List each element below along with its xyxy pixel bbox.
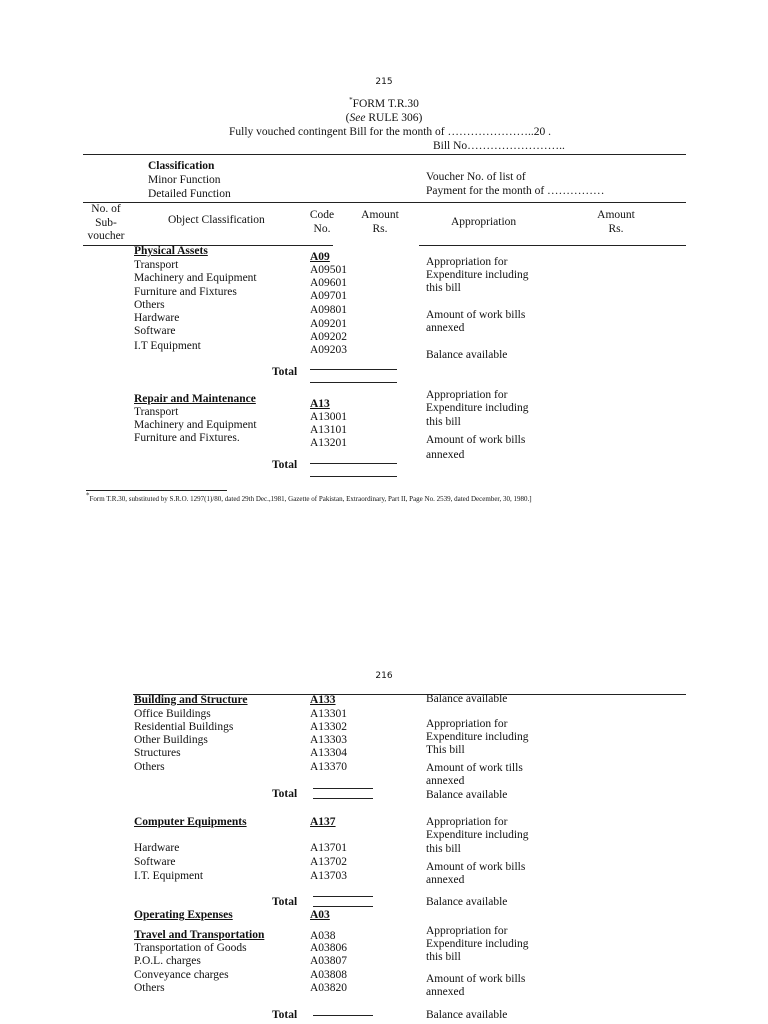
code-item: A038	[310, 930, 336, 942]
appropriation-line: this bill	[426, 843, 461, 855]
list-item: P.O.L. charges	[134, 955, 201, 967]
list-item: Furniture and Fixtures.	[134, 432, 240, 444]
work-bills-line: annexed	[426, 986, 465, 998]
code-item: A09701	[310, 290, 348, 302]
section-heading-operating-expenses: Operating Expenses	[134, 909, 233, 921]
header-amount-rs	[352, 209, 408, 236]
code-item: A09201	[310, 318, 348, 330]
footnote-marker: *	[349, 96, 353, 105]
code-item: A13101	[310, 424, 348, 436]
divider-header	[83, 202, 686, 203]
form-title	[234, 98, 534, 112]
header-sub-voucher-line: No. of	[91, 203, 121, 215]
total-rule	[313, 906, 373, 907]
appropriation-line: this bill	[426, 282, 461, 294]
appropriation-line: Expenditure including	[426, 269, 529, 281]
code-item: A03806	[310, 942, 348, 954]
code-item: A13702	[310, 856, 348, 868]
list-item: Transportation of Goods	[134, 942, 247, 954]
list-item: Hardware	[134, 842, 180, 854]
total-label: Total	[272, 1009, 298, 1021]
balance-available: Balance available	[426, 896, 508, 908]
section-heading-computer-equipments: Computer Equipments	[134, 816, 247, 828]
appropriation-line: Appropriation for	[426, 718, 508, 730]
code-item: A03807	[310, 955, 348, 967]
header-code-no	[302, 209, 342, 236]
list-item: Others	[134, 982, 165, 994]
total-rule	[313, 788, 373, 789]
appropriation-line: Expenditure including	[426, 829, 529, 841]
header-amount-rs-right	[588, 209, 644, 236]
appropriation-line: this bill	[426, 951, 461, 963]
appropriation-line: Expenditure including	[426, 402, 529, 414]
code-item: A03808	[310, 969, 348, 981]
code-item: A09801	[310, 304, 348, 316]
section-code-a09: A09	[310, 251, 330, 263]
rule-reference: (See RULE 306)	[345, 112, 423, 124]
appropriation-line: This bill	[426, 744, 465, 756]
list-item: Others	[134, 761, 165, 773]
list-item: Transport	[134, 259, 179, 271]
appropriation-line: Expenditure including	[426, 731, 529, 743]
header-object-classification: Object Classification	[168, 214, 265, 226]
work-bills-line: annexed	[426, 449, 465, 461]
header-code-line: Code	[309, 209, 335, 221]
footnote	[86, 493, 532, 507]
footnote-mark: *	[86, 491, 90, 500]
section-heading-physical-assets: Physical Assets	[134, 245, 208, 257]
header-code-line: No.	[313, 222, 331, 235]
header-amount-line: Rs.	[372, 222, 388, 235]
footnote-text: Form T.R.30, substituted by S.R.O. 1297(1)/80, dated 29th Dec.,1981, Gazette of Pakistan, Extraordinary, Part II, Page No. 2539, dated December, 30, 1980.]	[89, 495, 532, 503]
appropriation-line: Appropriation for	[426, 389, 508, 401]
list-item: Software	[134, 856, 176, 868]
classification-label: Classification	[148, 160, 215, 172]
work-bills-line: annexed	[426, 775, 465, 787]
work-bills-line: Amount of work bills	[426, 973, 526, 985]
code-item: A13302	[310, 721, 348, 733]
footnote-separator	[86, 490, 227, 491]
code-item: A09202	[310, 331, 348, 343]
section-heading-building-structure: Building and Structure	[134, 694, 248, 706]
code-item: A13201	[310, 437, 348, 449]
work-bills-line: Amount of work bills	[426, 309, 526, 321]
list-item: Software	[134, 325, 176, 337]
appropriation-line: Appropriation for	[426, 256, 508, 268]
balance-available: Balance available	[426, 789, 508, 801]
code-item: A03820	[310, 982, 348, 994]
total-label: Total	[272, 788, 298, 800]
section-code-a03: A03	[310, 909, 330, 921]
appropriation-line: this bill	[426, 416, 461, 428]
list-item: Machinery and Equipment	[134, 272, 257, 284]
list-item: Office Buildings	[134, 708, 211, 720]
list-item: Other Buildings	[134, 734, 208, 746]
section-code-a133: A133	[310, 694, 336, 706]
code-item: A13303	[310, 734, 348, 746]
code-item: A13370	[310, 761, 348, 773]
code-item: A09501	[310, 264, 348, 276]
header-sub-voucher-line: voucher	[87, 230, 125, 242]
code-item: A13301	[310, 708, 348, 720]
form-title-text: FORM T.R.30	[352, 98, 419, 110]
minor-function-label: Minor Function	[148, 174, 221, 186]
payment-month-label: Payment for the month of ……………	[426, 185, 605, 197]
list-item: Machinery and Equipment	[134, 419, 257, 431]
rule-text: RULE 306)	[365, 112, 423, 124]
section-code-a13: A13	[310, 398, 330, 410]
bill-no: Bill No……………………..	[433, 140, 565, 152]
form-subtitle: Fully vouched contingent Bill for the month of …………………..20 .	[229, 126, 551, 138]
list-item: Residential Buildings	[134, 721, 234, 733]
divider-columns-right	[419, 245, 686, 246]
total-rule	[313, 798, 373, 799]
divider-columns-left	[83, 245, 333, 246]
header-amount-right-line: Amount	[597, 209, 635, 221]
see-italic: See	[349, 112, 366, 124]
total-label: Total	[272, 459, 298, 471]
list-item: Furniture and Fixtures	[134, 286, 237, 298]
header-appropriation: Appropriation	[451, 216, 517, 228]
code-item: A13304	[310, 747, 348, 759]
header-amount-line: Amount	[361, 209, 399, 221]
appropriation-line: Expenditure including	[426, 938, 529, 950]
code-item: A09601	[310, 277, 348, 289]
voucher-no-label: Voucher No. of list of	[426, 171, 526, 183]
list-item: Transport	[134, 406, 179, 418]
work-bills-line: annexed	[426, 874, 465, 886]
balance-available: Balance available	[426, 693, 508, 705]
header-amount-right-line: Rs.	[608, 222, 624, 235]
list-item: Others	[134, 299, 165, 311]
appropriation-line: Appropriation for	[426, 925, 508, 937]
code-item: A13703	[310, 870, 348, 882]
subheading-travel-transportation: Travel and Transportation	[134, 929, 265, 941]
balance-available: Balance available	[426, 1009, 508, 1021]
code-item: A13001	[310, 411, 348, 423]
code-item: A13701	[310, 842, 348, 854]
divider-top	[83, 154, 686, 155]
detailed-function-label: Detailed Function	[148, 188, 231, 200]
work-bills-line: annexed	[426, 322, 465, 334]
list-item: Structures	[134, 747, 181, 759]
section-heading-repair-maintenance: Repair and Maintenance	[134, 393, 256, 405]
total-rule	[310, 463, 397, 464]
total-rule	[313, 1015, 373, 1016]
total-rule	[313, 896, 373, 897]
header-sub-voucher-line: Sub-	[95, 216, 117, 229]
page-number: 215	[375, 77, 393, 87]
list-item: I.T Equipment	[134, 340, 201, 352]
balance-available: Balance available	[426, 349, 508, 361]
header-sub-voucher	[78, 203, 134, 244]
work-bills-line: Amount of work bills	[426, 861, 526, 873]
list-item: Conveyance charges	[134, 969, 229, 981]
total-rule	[310, 369, 397, 370]
list-item: Hardware	[134, 312, 180, 324]
list-item: I.T. Equipment	[134, 870, 204, 882]
work-bills-line: Amount of work bills	[426, 434, 526, 446]
page-number: 216	[375, 671, 393, 681]
total-label: Total	[272, 896, 298, 908]
appropriation-line: Appropriation for	[426, 816, 508, 828]
total-label: Total	[272, 366, 298, 378]
code-item: A09203	[310, 344, 348, 356]
total-rule	[310, 476, 397, 477]
work-bills-line: Amount of work tills	[426, 762, 523, 774]
total-rule	[310, 382, 397, 383]
section-code-a137: A137	[310, 816, 336, 828]
